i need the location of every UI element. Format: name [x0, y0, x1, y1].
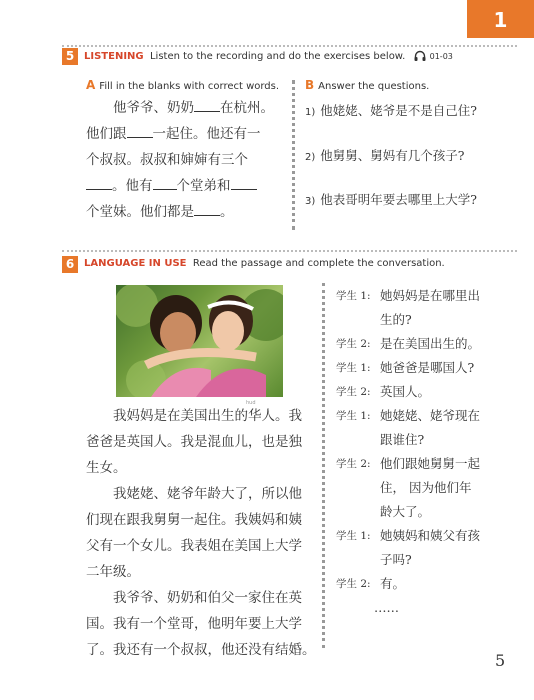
blank-1[interactable]: [194, 99, 220, 112]
speaker-label: 学生 2:: [336, 458, 371, 470]
section6-top-divider: [62, 250, 517, 252]
blank-5[interactable]: [231, 177, 257, 190]
question-number: 1): [305, 107, 316, 118]
mother-daughter-photo: [116, 285, 283, 397]
question-1: [305, 101, 477, 119]
question-number: 3): [305, 196, 316, 207]
partB-heading: [305, 78, 429, 92]
partA-fill-text: [86, 95, 274, 225]
partB-title: Answer the questions.: [318, 81, 430, 92]
speaker-label: 学生 2:: [336, 386, 371, 398]
conversation-line: 有。: [380, 576, 406, 591]
headphones-icon: [414, 50, 426, 65]
reading-passage: [86, 403, 316, 663]
speaker-label: 学生 1:: [336, 530, 371, 542]
conversation-line: 生的?: [380, 312, 412, 327]
question-2: [305, 146, 464, 164]
page-number: 5: [495, 651, 506, 670]
question-3: [305, 190, 477, 208]
partA-seg: 。: [220, 204, 234, 220]
passage-line: 爸爸是英国人。我是混血儿，也是独: [86, 434, 302, 450]
audio-track-ref: 01-03: [429, 52, 453, 61]
question-text: 他姥姥、姥爷是不是自己住?: [320, 103, 477, 118]
speaker-label: 学生 1:: [336, 410, 371, 422]
question-text: 他表哥明年要去哪里上大学?: [320, 192, 477, 207]
blank-2[interactable]: [127, 125, 153, 138]
partA-seg: 个堂妹。他们都是: [86, 204, 194, 220]
partA-seg: 个叔叔。叔叔和婶婶有三个: [86, 152, 248, 168]
blank-6[interactable]: [194, 203, 220, 216]
partA-seg: 在杭州。: [220, 100, 274, 116]
conversation-line: 子吗?: [380, 552, 412, 567]
passage-line: 了。我还有一个叔叔，他还没有结婚。: [86, 642, 316, 658]
unit-tab: 1: [467, 0, 534, 38]
photo-credit: hud: [246, 400, 256, 406]
conversation-line: 她爸爸是哪国人?: [380, 360, 475, 375]
passage-line: 父有一个女儿。我表姐在美国上大学: [86, 538, 302, 554]
section5-keyword: LISTENING: [84, 51, 144, 62]
partA-letter: A: [86, 78, 96, 92]
section6-instruction: Read the passage and complete the conversation.: [192, 258, 445, 269]
conversation-line: 他们跟她舅舅一起: [380, 456, 481, 471]
conversation-ellipsis: ……: [374, 600, 399, 615]
conversation-line: 英国人。: [380, 384, 431, 399]
section5-column-divider: [292, 80, 295, 230]
partA-title: Fill in the blanks with correct words.: [99, 81, 280, 92]
conversation-line: 龄大了。: [380, 504, 431, 519]
section5-number: 5: [62, 48, 78, 65]
conversation-line: 住， 因为他们年: [380, 480, 472, 495]
conversation-line: 她姥姥、姥爷现在: [380, 408, 481, 423]
passage-line: 国。我有一个堂哥，他明年要上大学: [86, 616, 302, 632]
section6-column-divider: [322, 283, 325, 648]
conversation-line: 她妈妈是在哪里出: [380, 288, 481, 303]
question-text: 他舅舅、舅妈有几个孩子?: [320, 148, 465, 163]
partA-seg: 他们跟: [86, 126, 127, 142]
passage-line: 们现在跟我舅舅一起住。我姨妈和姨: [86, 512, 302, 528]
section5-top-divider: [62, 45, 517, 47]
speaker-label: 学生 2:: [336, 338, 371, 350]
section6-number: 6: [62, 256, 78, 273]
partB-letter: B: [305, 78, 315, 92]
section6-heading: [84, 258, 445, 269]
partA-heading: [86, 78, 279, 92]
passage-line: 我姥姥、姥爷年龄大了，所以他: [113, 486, 302, 502]
partA-seg: 一起住。他还有一: [152, 126, 261, 142]
passage-line: 生女。: [86, 460, 127, 476]
conversation-line: 跟谁住?: [380, 432, 425, 447]
conversation-line: 是在美国出生的。: [380, 336, 481, 351]
partA-seg: 个堂弟和: [176, 178, 231, 194]
speaker-label: 学生 1:: [336, 290, 371, 302]
partA-seg: 。他有: [112, 178, 153, 194]
partA-seg: 他爷爷、奶奶: [113, 100, 194, 116]
speaker-label: 学生 2:: [336, 578, 371, 590]
passage-line: 二年级。: [86, 564, 140, 580]
section5-instruction: Listen to the recording and do the exercises below.: [149, 51, 406, 62]
passage-line: 我妈妈是在美国出生的华人。我: [113, 408, 302, 424]
blank-3[interactable]: [86, 177, 112, 190]
section5-heading: [84, 50, 453, 65]
section6-keyword: LANGUAGE IN USE: [84, 258, 187, 269]
conversation-line: 她姨妈和姨父有孩: [380, 528, 481, 543]
passage-line: 我爷爷、奶奶和伯父一家住在英: [113, 590, 302, 606]
question-number: 2): [305, 152, 316, 163]
speaker-label: 学生 1:: [336, 362, 371, 374]
blank-4[interactable]: [153, 177, 177, 190]
